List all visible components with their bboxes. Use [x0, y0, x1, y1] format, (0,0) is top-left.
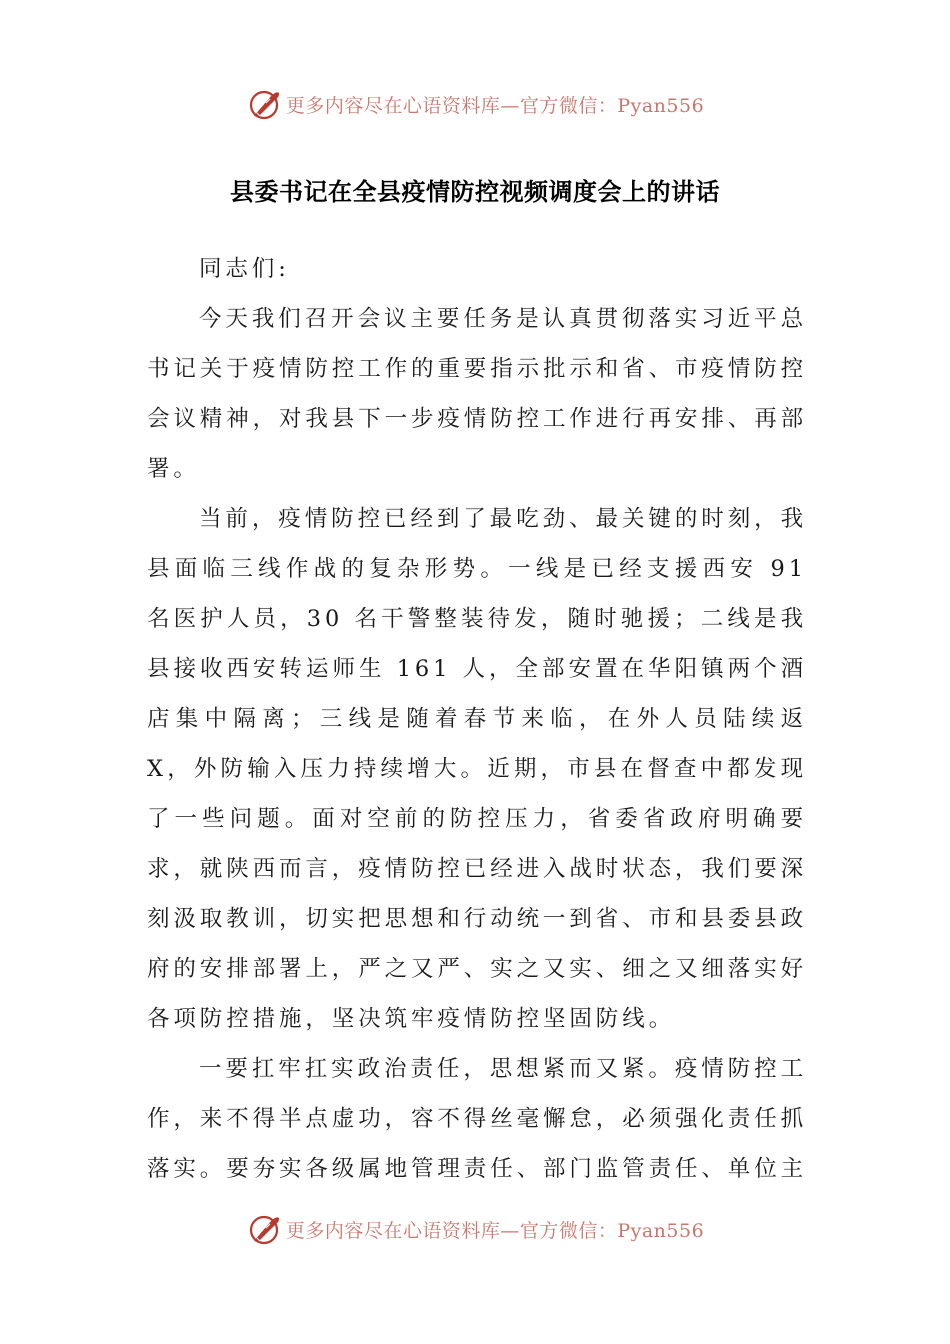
header-watermark — [0, 84, 950, 124]
paragraph-3: 一要扛牢扛实政治责任，思想紧而又紧。疫情防控工作，来不得半点虚功，容不得丝毫懈怠，必须强化责任抓落实。要夯实各级属地管理责任、部门监管责任、单位主 — [147, 1056, 808, 1182]
quill-logo-icon — [246, 1211, 282, 1247]
watermark-text: 更多内容尽在心语资料库—官方微信：Pyan556 — [285, 94, 705, 117]
watermark-text: 更多内容尽在心语资料库—官方微信：Pyan556 — [285, 1219, 705, 1242]
paragraph-2: 当前，疫情防控已经到了最吃劲、最关键的时刻，我县面临三线作战的复杂形势。一线是已经支援西安 91 名医护人员，30 名干警整装待发，随时驰援；二线是我县接收西安转运师生 161 人，全部安置在华阳镇两个酒店集中隔离；三线是随着春节来临，在外人员陆续返 X，外防输入压力持续增大。近期，市县在督查中都发现了一些问题。面对空前的防控压力，省委省政府明确要求，就陕西而言，疫情防控已经进入战时状态，我们要深刻汲取教训，切实把思想和行动统一到省、市和县委县政府的安排部署上，严之又严、实之又实、细之又细落实好各项防控措施，坚决筑牢疫情防控坚固防线。 — [147, 506, 808, 1032]
quill-logo-icon — [246, 86, 282, 122]
document-body — [147, 244, 807, 1194]
document-title: 县委书记在全县疫情防控视频调度会上的讲话 — [230, 177, 720, 206]
footer-watermark — [0, 1209, 950, 1249]
salutation: 同志们: — [199, 256, 290, 282]
paragraph-1: 今天我们召开会议主要任务是认真贯彻落实习近平总书记关于疫情防控工作的重要指示批示和省、市疫情防控会议精神，对我县下一步疫情防控工作进行再安排、再部署。 — [147, 306, 808, 482]
